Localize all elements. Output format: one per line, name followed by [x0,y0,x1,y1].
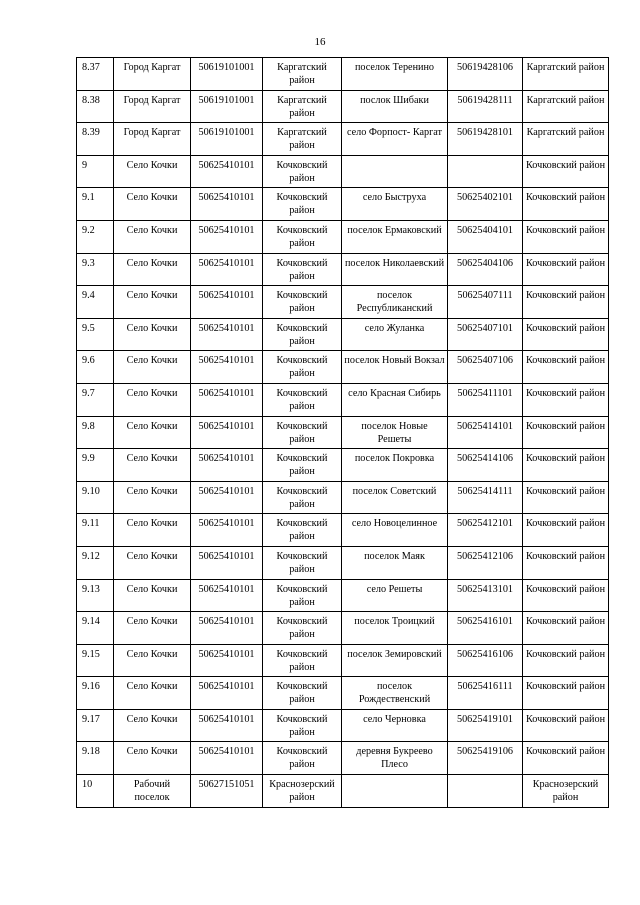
cell-oktmo-code: 50625410101 [191,481,263,514]
cell-locality: поселок Ермаковский [342,220,448,253]
table-row [77,220,609,253]
cell-locality-code: 50625407111 [448,286,523,319]
cell-oktmo-code: 50619101001 [191,58,263,91]
table-row [77,351,609,384]
cell-locality-code [448,155,523,188]
cell-locality: село Жуланка [342,318,448,351]
cell-district: Кочковский район [263,449,342,482]
cell-number: 9.17 [77,709,114,742]
cell-district-2: Краснозерский район [523,775,609,808]
table-row [77,677,609,710]
cell-district-2: Кочковский район [523,514,609,547]
cell-district-2: Кочковский район [523,155,609,188]
cell-district: Кочковский район [263,644,342,677]
cell-number: 9.7 [77,383,114,416]
cell-district-2: Кочковский район [523,253,609,286]
cell-district-2: Каргатский район [523,90,609,123]
cell-settlement: Село Кочки [114,677,191,710]
cell-oktmo-code: 50625410101 [191,253,263,286]
cell-district-2: Кочковский район [523,742,609,775]
cell-district-2: Кочковский район [523,709,609,742]
cell-settlement: Село Кочки [114,449,191,482]
cell-settlement: Село Кочки [114,188,191,221]
table-row [77,644,609,677]
cell-district: Кочковский район [263,612,342,645]
cell-locality-code: 50625416111 [448,677,523,710]
cell-settlement: Село Кочки [114,514,191,547]
cell-district: Кочковский район [263,286,342,319]
cell-district: Кочковский район [263,677,342,710]
cell-oktmo-code: 50619101001 [191,123,263,156]
cell-district: Кочковский район [263,188,342,221]
cell-number: 9.6 [77,351,114,384]
table-row [77,612,609,645]
cell-district: Кочковский район [263,742,342,775]
cell-locality: село Быструха [342,188,448,221]
cell-locality: поселок Троицкий [342,612,448,645]
cell-locality-code: 50625414111 [448,481,523,514]
table-row [77,253,609,286]
cell-locality: село Форпост- Каргат [342,123,448,156]
cell-locality-code: 50619428106 [448,58,523,91]
cell-number: 8.37 [77,58,114,91]
cell-district: Кочковский район [263,514,342,547]
cell-number: 9.14 [77,612,114,645]
cell-locality-code: 50625414101 [448,416,523,449]
cell-oktmo-code: 50625410101 [191,416,263,449]
cell-oktmo-code: 50619101001 [191,90,263,123]
cell-locality: поселок Маяк [342,546,448,579]
cell-number: 9.3 [77,253,114,286]
cell-district-2: Кочковский район [523,220,609,253]
cell-district-2: Каргатский район [523,58,609,91]
cell-district: Кочковский район [263,220,342,253]
cell-locality: поселок Советский [342,481,448,514]
cell-locality: поселок Новые Решеты [342,416,448,449]
table-row [77,155,609,188]
cell-settlement: Село Кочки [114,318,191,351]
table-row [77,481,609,514]
cell-oktmo-code: 50625410101 [191,286,263,319]
cell-locality-code: 50625407101 [448,318,523,351]
cell-number: 9.10 [77,481,114,514]
cell-settlement: Город Каргат [114,58,191,91]
cell-district: Кочковский район [263,155,342,188]
cell-locality: поселок Покровка [342,449,448,482]
cell-district: Кочковский район [263,351,342,384]
cell-district: Каргатский район [263,58,342,91]
table-row [77,318,609,351]
cell-settlement: Село Кочки [114,612,191,645]
cell-settlement: Село Кочки [114,481,191,514]
cell-settlement: Село Кочки [114,579,191,612]
cell-oktmo-code: 50625410101 [191,155,263,188]
cell-settlement: Село Кочки [114,546,191,579]
cell-district: Кочковский район [263,481,342,514]
cell-locality: село Черновка [342,709,448,742]
cell-locality: село Решеты [342,579,448,612]
cell-settlement: Село Кочки [114,351,191,384]
cell-oktmo-code: 50625410101 [191,188,263,221]
cell-district: Кочковский район [263,416,342,449]
cell-district: Краснозерский район [263,775,342,808]
cell-locality-code: 50625404106 [448,253,523,286]
cell-district: Кочковский район [263,546,342,579]
cell-locality-code: 50625407106 [448,351,523,384]
cell-settlement: Рабочий поселок [114,775,191,808]
cell-oktmo-code: 50625410101 [191,709,263,742]
cell-oktmo-code: 50625410101 [191,514,263,547]
cell-locality-code: 50625402101 [448,188,523,221]
table-row [77,188,609,221]
cell-number: 8.38 [77,90,114,123]
cell-locality-code: 50625414106 [448,449,523,482]
cell-locality-code: 50625416101 [448,612,523,645]
cell-locality: село Красная Сибирь [342,383,448,416]
cell-locality-code: 50625419106 [448,742,523,775]
cell-oktmo-code: 50625410101 [191,546,263,579]
cell-district-2: Кочковский район [523,383,609,416]
cell-settlement: Село Кочки [114,253,191,286]
cell-locality-code: 50625404101 [448,220,523,253]
cell-locality: поселок Земировский [342,644,448,677]
cell-number: 9.8 [77,416,114,449]
table-row [77,775,609,808]
cell-locality [342,775,448,808]
cell-oktmo-code: 50625410101 [191,677,263,710]
cell-settlement: Село Кочки [114,286,191,319]
table-body [77,58,609,808]
table-row [77,742,609,775]
cell-locality-code: 50625416106 [448,644,523,677]
cell-district-2: Кочковский район [523,644,609,677]
cell-district-2: Кочковский район [523,318,609,351]
table-row [77,286,609,319]
cell-district: Каргатский район [263,123,342,156]
cell-district: Кочковский район [263,318,342,351]
table-row [77,58,609,91]
cell-locality: поселок Николаевский [342,253,448,286]
cell-number: 9.12 [77,546,114,579]
cell-number: 8.39 [77,123,114,156]
cell-locality [342,155,448,188]
cell-oktmo-code: 50625410101 [191,318,263,351]
cell-district-2: Кочковский район [523,351,609,384]
cell-oktmo-code: 50625410101 [191,383,263,416]
cell-number: 9.5 [77,318,114,351]
cell-oktmo-code: 50627151051 [191,775,263,808]
cell-oktmo-code: 50625410101 [191,351,263,384]
cell-number: 9.18 [77,742,114,775]
cell-settlement: Село Кочки [114,220,191,253]
table-row [77,90,609,123]
cell-settlement: Село Кочки [114,416,191,449]
cell-oktmo-code: 50625410101 [191,579,263,612]
cell-locality-code: 50625413101 [448,579,523,612]
cell-number: 9.2 [77,220,114,253]
table-row [77,514,609,547]
cell-number: 9.16 [77,677,114,710]
cell-oktmo-code: 50625410101 [191,644,263,677]
table-row [77,383,609,416]
cell-settlement: Село Кочки [114,709,191,742]
cell-locality: поселок Республиканский [342,286,448,319]
cell-settlement: Село Кочки [114,383,191,416]
cell-locality-code [448,775,523,808]
table-row [77,579,609,612]
cell-number: 9.11 [77,514,114,547]
cell-locality: послок Шибаки [342,90,448,123]
cell-district-2: Кочковский район [523,416,609,449]
cell-locality: деревня Букреево Плесо [342,742,448,775]
cell-oktmo-code: 50625410101 [191,612,263,645]
cell-locality: поселок Рождественский [342,677,448,710]
cell-district-2: Кочковский район [523,286,609,319]
cell-locality: село Новоцелинное [342,514,448,547]
cell-number: 9.15 [77,644,114,677]
cell-number: 9.4 [77,286,114,319]
cell-oktmo-code: 50625410101 [191,742,263,775]
cell-settlement: Город Каргат [114,90,191,123]
cell-locality-code: 50619428111 [448,90,523,123]
table-row [77,709,609,742]
table-row [77,546,609,579]
cell-oktmo-code: 50625410101 [191,220,263,253]
cell-settlement: Село Кочки [114,742,191,775]
cell-district: Кочковский район [263,579,342,612]
cell-locality-code: 50625412101 [448,514,523,547]
cell-district-2: Каргатский район [523,123,609,156]
cell-number: 10 [77,775,114,808]
cell-district: Кочковский район [263,383,342,416]
cell-locality: поселок Новый Вокзал [342,351,448,384]
cell-district: Кочковский район [263,253,342,286]
cell-locality: поселок Теренино [342,58,448,91]
cell-district-2: Кочковский район [523,481,609,514]
cell-number: 9.9 [77,449,114,482]
cell-district-2: Кочковский район [523,188,609,221]
table-row [77,416,609,449]
cell-number: 9 [77,155,114,188]
cell-settlement: Город Каргат [114,123,191,156]
page-number: 16 [314,36,326,48]
cell-settlement: Село Кочки [114,644,191,677]
cell-number: 9.13 [77,579,114,612]
cell-locality-code: 50625419101 [448,709,523,742]
cell-district: Кочковский район [263,709,342,742]
cell-number: 9.1 [77,188,114,221]
cell-district-2: Кочковский район [523,612,609,645]
cell-locality-code: 50619428101 [448,123,523,156]
cell-locality-code: 50625412106 [448,546,523,579]
cell-locality-code: 50625411101 [448,383,523,416]
cell-district: Каргатский район [263,90,342,123]
cell-settlement: Село Кочки [114,155,191,188]
cell-district-2: Кочковский район [523,546,609,579]
cell-district-2: Кочковский район [523,677,609,710]
table-row [77,449,609,482]
registry-table [76,57,609,808]
cell-district-2: Кочковский район [523,449,609,482]
cell-oktmo-code: 50625410101 [191,449,263,482]
cell-district-2: Кочковский район [523,579,609,612]
table-row [77,123,609,156]
